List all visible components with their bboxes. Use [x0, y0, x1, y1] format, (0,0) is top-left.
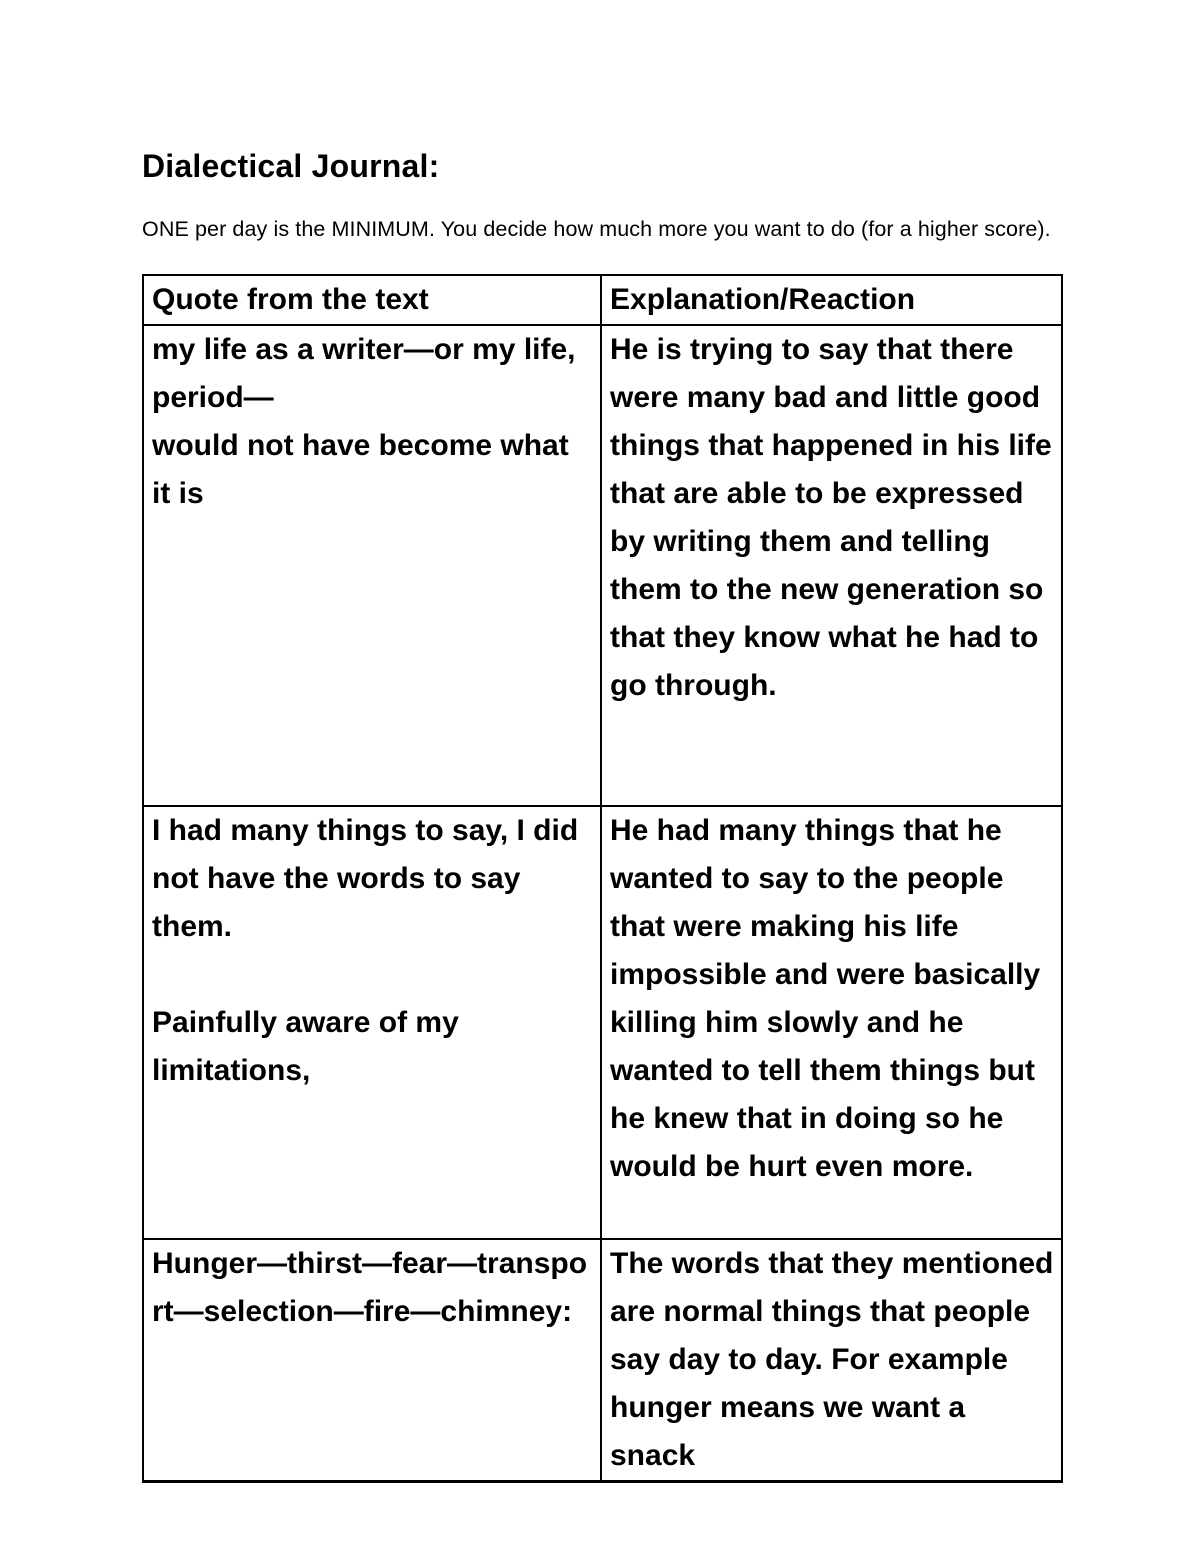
- table-row: [143, 325, 1062, 806]
- column-header-quote: Quote from the text: [143, 275, 601, 325]
- reaction-text: He is trying to say that there were many bad and little good things that happened in his life that are able to be expressed by writing them and telling them to the new generation so that they know what he had to go through.: [610, 333, 1061, 702]
- reaction-cell: [601, 325, 1062, 806]
- reaction-cell: [601, 1239, 1062, 1482]
- quote-text: Hunger—thirst—fear—transport—selection—fire—chimney:: [152, 1247, 588, 1328]
- quote-cell: [143, 806, 601, 1239]
- quote-cell: [143, 325, 601, 806]
- column-header-reaction: Explanation/Reaction: [601, 275, 1062, 325]
- reaction-text: He had many things that he wanted to say to the people that were making his life impossible and were basically killing him slowly and he wanted to tell them things but he knew that in doing so he would be hurt even more.: [610, 814, 1049, 1183]
- table-row: [143, 1239, 1062, 1482]
- dialectical-journal-table: [142, 274, 1063, 1483]
- page-title: Dialectical Journal:: [142, 148, 440, 184]
- reaction-cell: [601, 806, 1062, 1239]
- table-row: [143, 806, 1062, 1239]
- instructions-text: ONE per day is the MINIMUM. You decide how much more you want to do (for a higher score).: [142, 217, 1051, 241]
- quote-text: I had many things to say, I did not have the words to say them. Painfully aware of my limitations,: [152, 814, 579, 1087]
- reaction-text: The words that they mentioned are normal things that people say day to day. For example hunger means we want a snack: [610, 1247, 1062, 1472]
- quote-cell: [143, 1239, 601, 1482]
- quote-text: my life as a writer—or my life, period— would not have become what it is: [152, 333, 576, 510]
- table-header-row: [143, 275, 1062, 325]
